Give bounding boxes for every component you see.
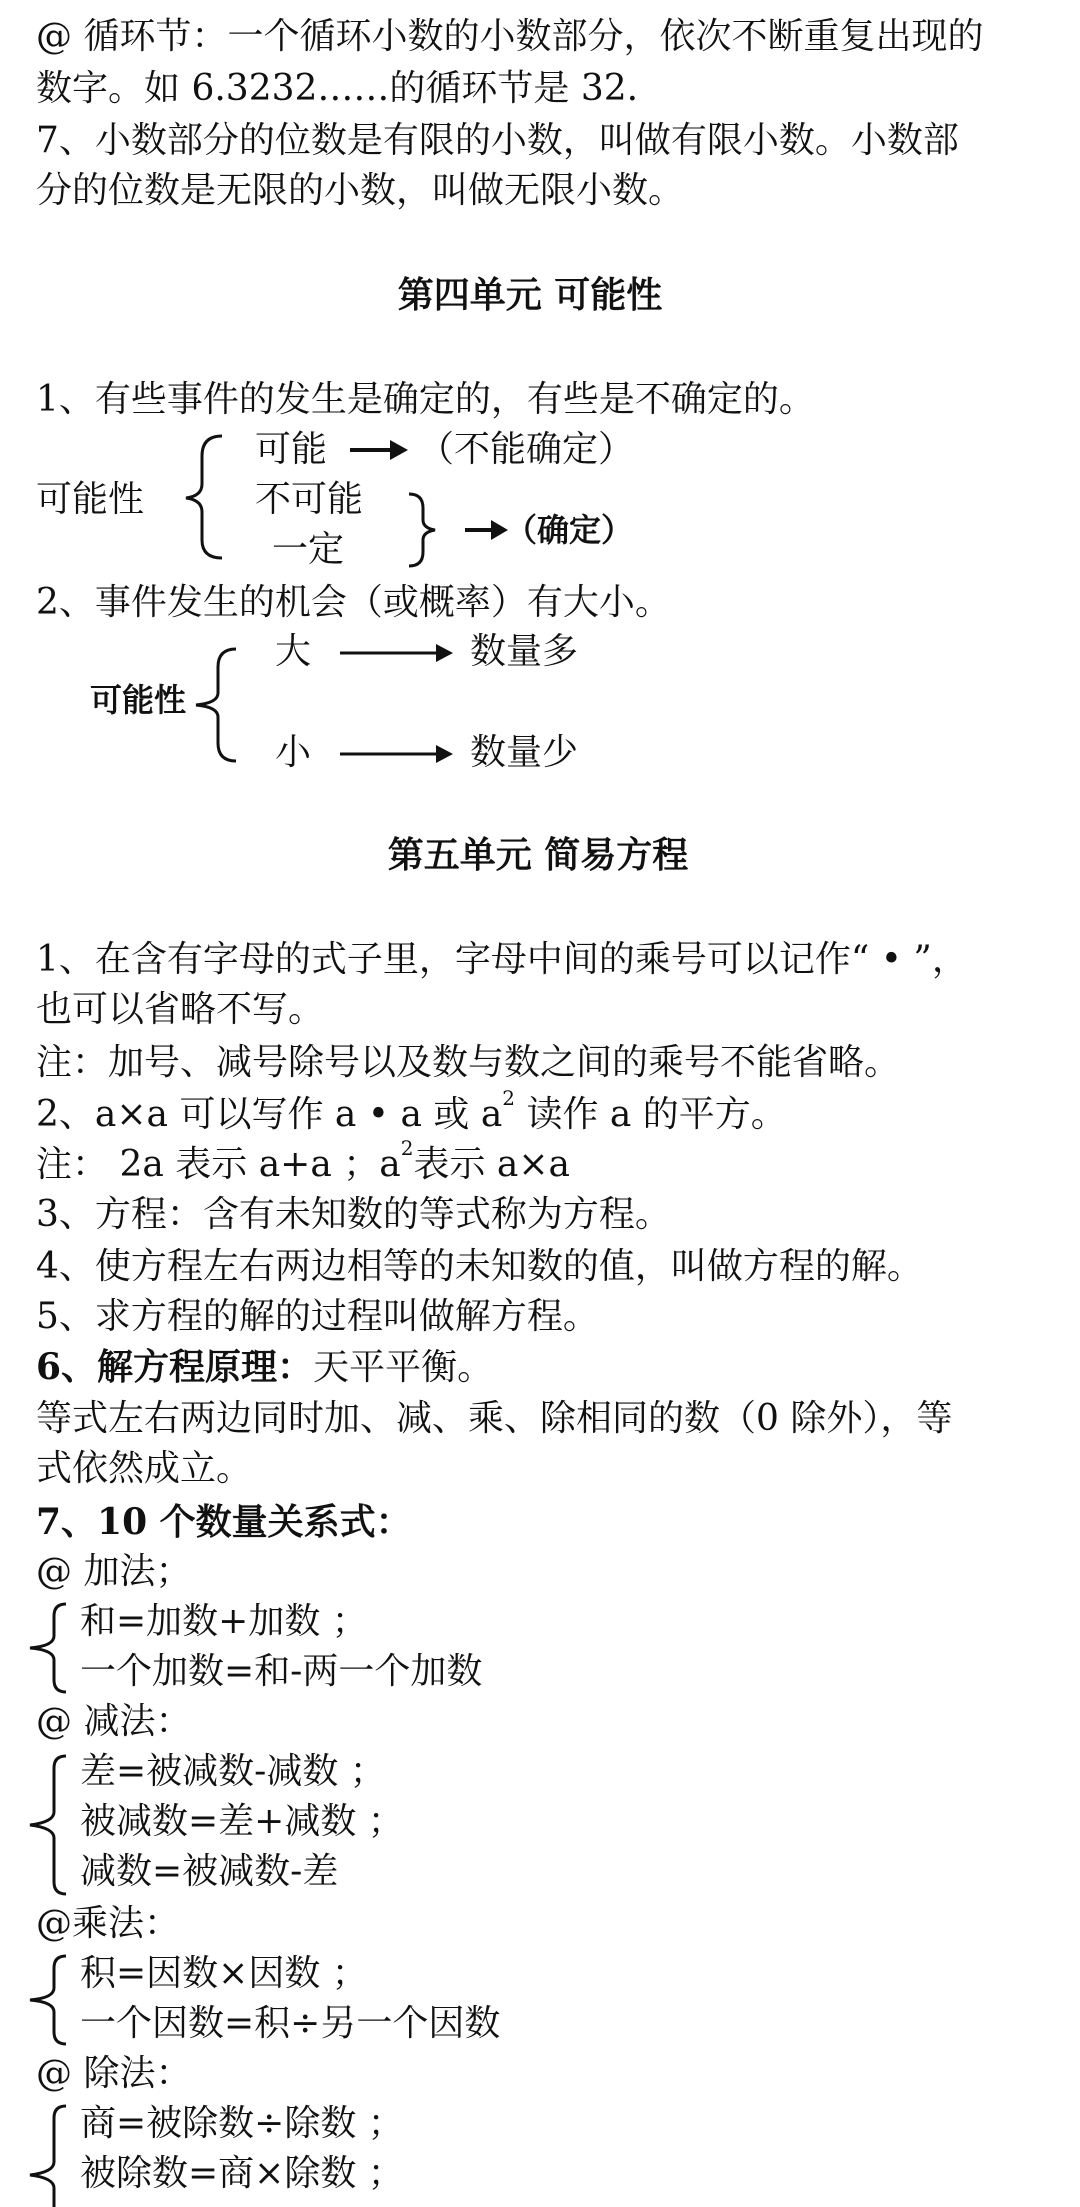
text-line: 数字。如 6.3232……的循环节是 32.	[36, 68, 639, 109]
text-line: 式依然成立。	[36, 1448, 253, 1489]
option-possible-result: （不能确定）	[418, 429, 635, 470]
superscript: 2	[502, 1086, 516, 1110]
formula-line: 一个加数=和-两一个加数	[80, 1651, 483, 1692]
formula-line: 商=被除数÷除数 ；	[80, 2103, 404, 2144]
formula-line: 和=加数+加数 ；	[80, 1601, 368, 1642]
text-line: 7、小数部分的位数是有限的小数，叫做有限小数。小数部	[36, 120, 959, 161]
superscript: 2	[400, 1136, 414, 1160]
unit5-heading: 第五单元 简易方程	[387, 834, 689, 876]
left-brace-icon	[180, 432, 230, 562]
division-title: @ 除法：	[36, 2053, 192, 2094]
addition-title: @ 加法；	[36, 1551, 192, 1592]
text-segment: 2、a×a 可以写作 a • a 或 a	[36, 1094, 503, 1135]
text-line: 3、方程：含有未知数的等式称为方程。	[36, 1194, 671, 1235]
text-segment: 表示 a×a	[413, 1144, 570, 1185]
diagram-root-label: 可能性	[90, 681, 187, 719]
left-brace-icon	[190, 645, 240, 765]
formula-line: 差=被减数-减数 ；	[80, 1751, 386, 1792]
text-line: 1、在含有字母的式子里，字母中间的乘号可以记作“ • ”，	[36, 939, 968, 980]
text-line	[36, 1342, 493, 1393]
left-brace-icon	[22, 1952, 72, 2048]
text-segment: 读作 a 的平方。	[515, 1094, 787, 1135]
text-line: 2、事件发生的机会（或概率）有大小。	[36, 582, 671, 623]
text-line: 5、求方程的解的过程叫做解方程。	[36, 1296, 599, 1337]
text-line: @ 循环节：一个循环小数的小数部分，依次不断重复出现的	[36, 16, 984, 57]
probability-big-result: 数量多	[470, 631, 579, 672]
arrow-right-icon	[340, 641, 455, 665]
formula-line: 减数=被减数-差	[80, 1851, 339, 1892]
right-brace-icon	[405, 490, 441, 570]
text-line: 1、有些事件的发生是确定的，有些是不确定的。	[36, 379, 815, 420]
text-line: 分的位数是无限的小数，叫做无限小数。	[36, 170, 685, 211]
text-line: 7、10 个数量关系式：	[36, 1501, 412, 1543]
text-line: 等式左右两边同时加、减、乘、除相同的数（0 除外），等	[36, 1398, 953, 1439]
probability-small: 小	[275, 732, 312, 773]
left-brace-icon	[22, 1752, 72, 1898]
text-line	[36, 1086, 787, 1140]
left-brace-icon	[22, 2102, 72, 2207]
text-segment: 天平平衡。	[313, 1347, 494, 1388]
option-possible: 可能	[255, 429, 328, 470]
option-certain: 一定	[272, 529, 345, 570]
text-segment-bold: 6、解方程原理：	[36, 1346, 314, 1388]
probability-small-result: 数量少	[470, 732, 579, 773]
arrow-right-icon	[340, 742, 455, 766]
arrow-right-icon	[465, 517, 510, 543]
diagram-root-label: 可能性	[36, 479, 145, 520]
formula-line: 一个因数=积÷另一个因数	[80, 2003, 501, 2044]
option-impossible: 不可能	[255, 479, 364, 520]
unit4-heading: 第四单元 可能性	[397, 274, 663, 316]
text-line	[36, 1136, 570, 1190]
multiplication-title: @乘法：	[36, 1903, 181, 1944]
formula-line: 积=因数×因数 ；	[80, 1953, 368, 1994]
left-brace-icon	[22, 1600, 72, 1696]
text-line: 注：加号、减号除号以及数与数之间的乘号不能省略。	[36, 1042, 901, 1083]
formula-line: 被除数=商×除数 ；	[80, 2153, 404, 2194]
option-certain-result: （确定）	[505, 511, 634, 549]
arrow-right-icon	[350, 437, 410, 463]
probability-big: 大	[275, 631, 312, 672]
text-segment: 注： 2a 表示 a+a ；a	[36, 1144, 401, 1185]
text-line: 也可以省略不写。	[36, 989, 325, 1030]
formula-line: 被减数=差+减数 ；	[80, 1801, 404, 1842]
subtraction-title: @ 减法：	[36, 1701, 192, 1742]
text-line: 4、使方程左右两边相等的未知数的值，叫做方程的解。	[36, 1246, 923, 1287]
